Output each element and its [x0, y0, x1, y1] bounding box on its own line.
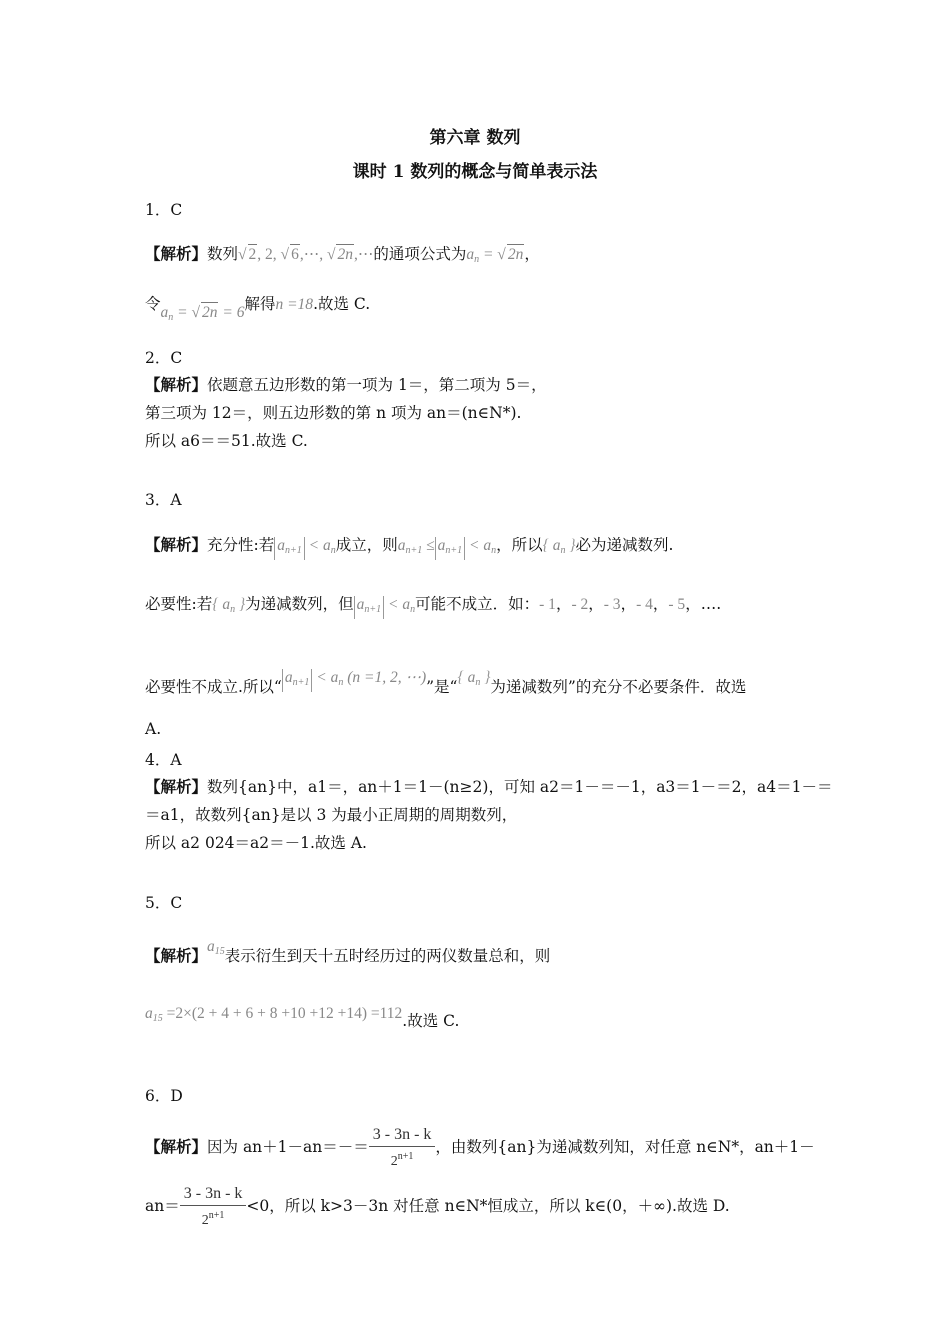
q5-line2: a15 =2×(2 + 4 + 6 + 8 +10 +12 +14) =112.故选 C.	[145, 1005, 460, 1030]
q3-answer: 3．A	[145, 491, 182, 509]
sequence-formula: √ 2, 2, √ 6,⋯, √ 2n,⋯	[238, 246, 374, 263]
sum-formula: a15 =2×(2 + 4 + 6 + 8 +10 +12 +14) =112	[145, 1005, 403, 1024]
lesson-title: 课时 1 数列的概念与简单表示法	[352, 162, 598, 182]
q1-line1: 【解析】数列√ 2, 2, √ 6,⋯, √ 2n,⋯的通项公式为an = √ 2n，	[145, 244, 540, 265]
inequality-formula: an+1 < an	[274, 537, 335, 554]
q4-line1: 【解析】数列{an}中，a1＝，an＋1＝1－(n≥2)，可知 a2＝1－＝－1，a3＝1－＝2，a4＝1－＝	[145, 777, 833, 796]
q2-line3: 所以 a6＝＝51.故选 C.	[145, 432, 308, 450]
analysis-label: 【解析】	[145, 244, 208, 263]
q2-line1: 【解析】依题意五边形数的第一项为 1＝，第二项为 5＝，	[145, 375, 547, 394]
q5-line1: 【解析】a15表示衍生到天十五时经历过的两仪数量总和，则	[145, 938, 551, 965]
q5-answer: 5．C	[145, 894, 183, 912]
q2-answer: 2．C	[145, 349, 183, 367]
q4-line3: 所以 a2 024＝a2＝－1.故选 A.	[145, 834, 367, 852]
equation-formula: an = √ 2n = 6	[160, 304, 245, 323]
q4-line2: ＝a1，故数列{an}是以 3 为最小正周期的周期数列，	[145, 806, 518, 824]
q6-answer: 6．D	[145, 1087, 183, 1105]
general-term-formula: an = √ 2n	[466, 246, 524, 265]
q3-line4: A.	[145, 720, 162, 738]
q1-line2: 令an = √ 2n = 6解得n =18.故选 C.	[145, 295, 371, 323]
chapter-title: 第六章 数列	[429, 128, 521, 148]
q1-answer: 1．C	[145, 201, 183, 219]
q2-line2: 第三项为 12＝，则五边形数的第 n 项为 an＝(n∈N*).	[145, 404, 522, 422]
q3-line3: 必要性不成立.所以“an+1 < an (n =1, 2, ⋯)”是“{ an }为递减数列”的充分不必要条件．故选	[145, 669, 747, 696]
q6-line2: an＝ $\frac{3 - 3n - k}{2^{n+1}}$ <0，所以 k>3－3n 对任意 n∈N*恒成立，所以 k∈(0，＋∞).故选 D.	[145, 1183, 730, 1231]
q4-answer: 4．A	[145, 751, 182, 769]
q3-line1: 【解析】充分性:若 an+1 < an成立，则an+1 ≤ an+1 < an，所以{ an }必为递减数列.	[145, 535, 673, 561]
fraction-formula: $\frac{3 - 3n - k}{2^{n+1}}$	[369, 1124, 436, 1172]
q6-line1: 【解析】因为 an＋1－an＝－＝ $\frac{3 - 3n - k}{2^{n+1}}$ ，由数列{an}为递减数列知，对任意 n∈N*，an＋1－	[145, 1124, 815, 1172]
fraction-formula-2: $\frac{3 - 3n - k}{2^{n+1}}$	[180, 1183, 247, 1231]
q3-line2: 必要性:若{ an }为递减数列，但 an+1 < an可能不成立．如：- 1，- 2，- 3，- 4，- 5，….	[145, 594, 721, 620]
